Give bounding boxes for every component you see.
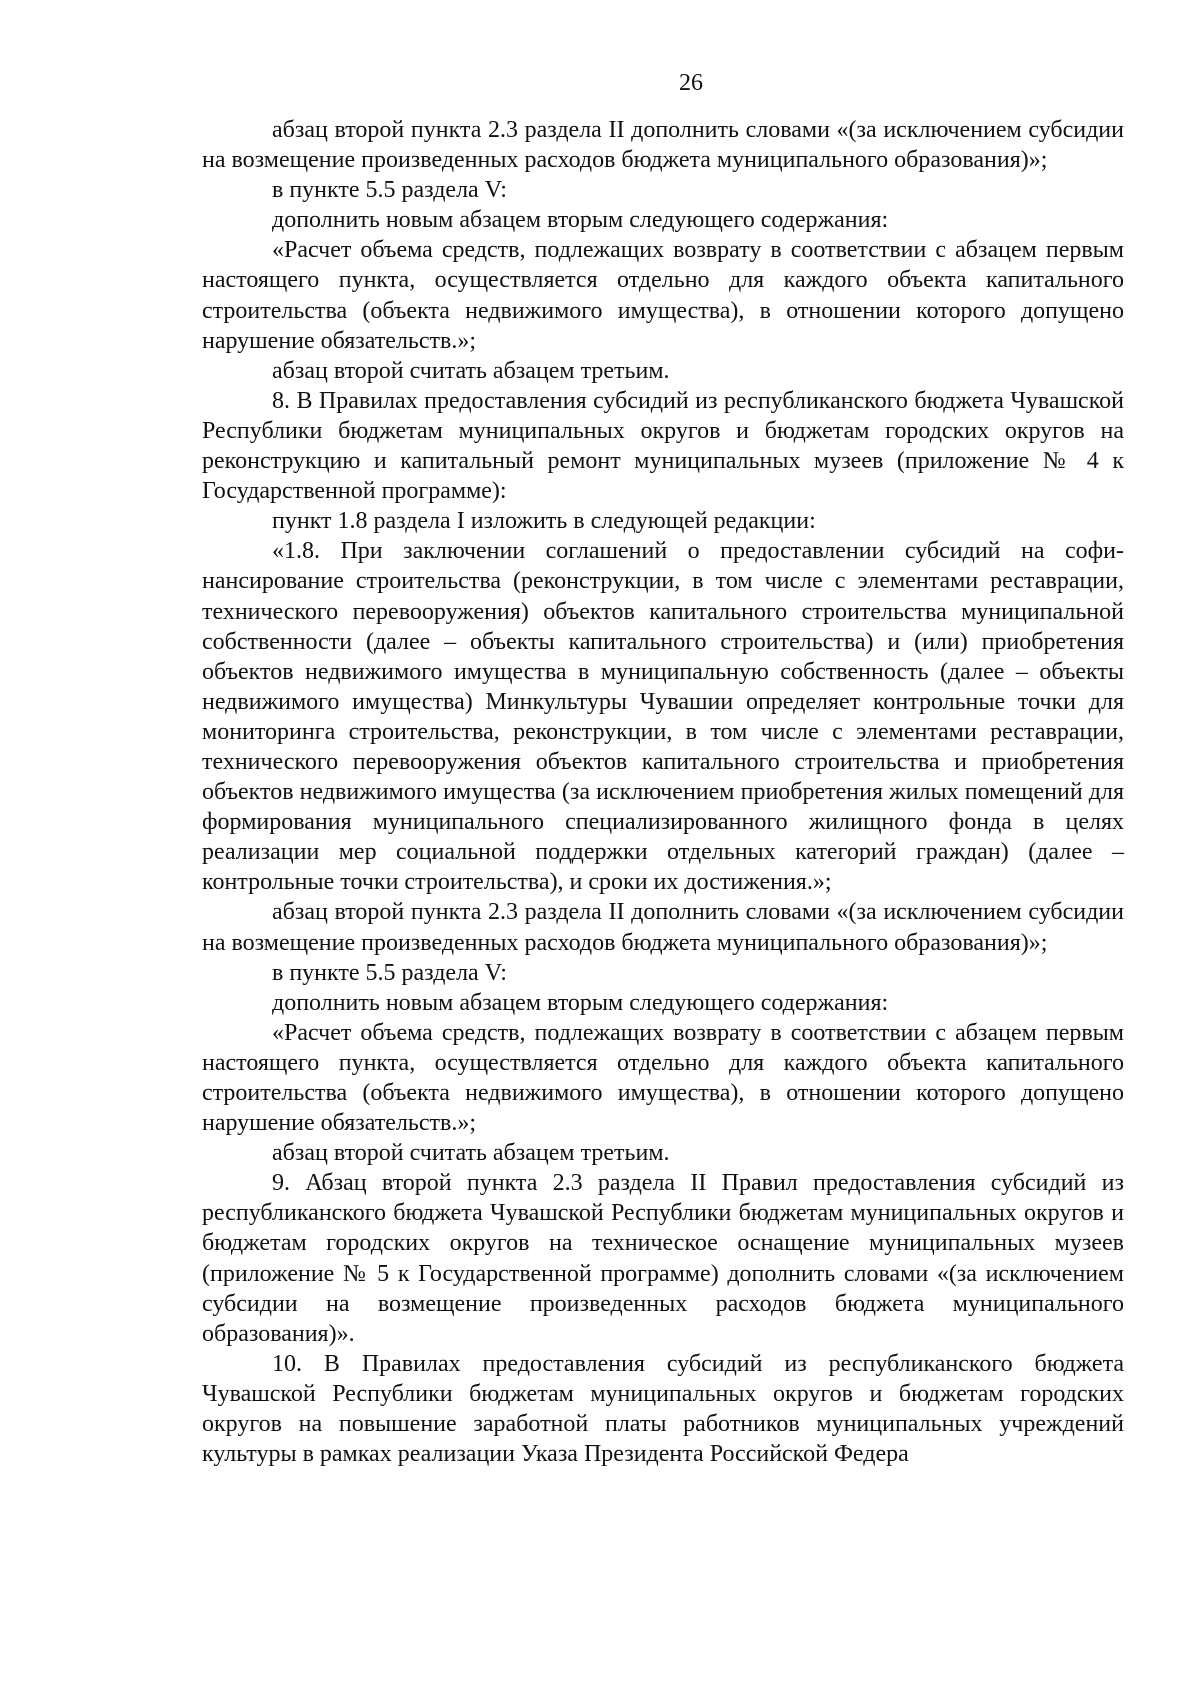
- document-page: [202, 68, 1124, 1469]
- paragraph: пункт 1.8 раздела I изложить в следующей редакции:: [272, 508, 816, 535]
- paragraph: дополнить новым абзацем вторым следующего содержания:: [272, 207, 889, 234]
- paragraph: «1.8. При заключении соглашений о предоставлении субсидий на софинансирование строительства (реконструкции, в том числе с элементами реставрации, технического перевооружения) объектов капитального строительства муниципальной собственности (далее – объекты капитального строительства) и (или) приобретения объектов недвижимого имущества в муниципальную собственность (далее – объекты недвижимого имущества) Минкультуры Чувашии определяет контрольные точки для мониторинга строительства, реконструкции, в том числе с элементами реставрации, технического перевооружения объектов капитального строительства и приобретения объектов недвижимого имущества (за исключением приобретения жилых помещений для формирования муниципального специализированного жилищного фонда в целях реализации мер социальной поддержки отдельных категорий граждан) (далее – контрольные точки строительства), и сроки их достижения.»;: [202, 538, 1124, 896]
- paragraph: 10. В Правилах предоставления субсидий из республиканского бюджета Чувашской Республики бюджетам муниципальных округов и бюджетам городских округов на повышение заработной платы работников муниципальных учреждений культуры в рамках реализации Указа Президента Российской Федера: [202, 1350, 1124, 1468]
- paragraph: 8. В Правилах предоставления субсидий из республиканского бюджета Чувашской Республики бюджетам муниципальных округов и бюджетам городских округов на реконструкцию и капитальный ремонт муниципальных музеев (приложение № 4 к Государственной программе):: [202, 387, 1124, 505]
- paragraph: абзац второй пункта 2.3 раздела II дополнить словами «(за исключением субсидии на возмещение произведенных расходов бюджета муниципального образования)»;: [202, 899, 1124, 956]
- paragraph: в пункте 5.5 раздела V:: [272, 177, 507, 204]
- paragraph: дополнить новым абзацем вторым следующего содержания:: [272, 989, 889, 1016]
- paragraph: «Расчет объема средств, подлежащих возврату в соответствии с абзацем первым настоящего пункта, осуществляется отдельно для каждого объекта капитального строительства (объекта недвижимого имущества), в отношении которого допущено нарушение обязательств.»;: [202, 237, 1124, 354]
- page-number: 26: [679, 70, 703, 96]
- paragraph: «Расчет объема средств, подлежащих возврату в соответствии с абзацем первым настоящего пункта, осуществляется отдельно для каждого объекта капитального строительства (объекта недвижимого имущества), в отношении которого допущено нарушение обязательств.»;: [202, 1019, 1124, 1137]
- paragraph: 9. Абзац второй пункта 2.3 раздела II Правил предоставления субсидий из республиканского бюджета Чувашской Республики бюджетам муниципальных округов и бюджетам городских округов на техническое оснащение муниципальных музеев (приложение № 5 к Государственной программе) дополнить словами «(за исключением субсидии на возмещение произведенных расходов бюджета муниципального образования)».: [202, 1170, 1124, 1347]
- paragraph: абзац второй считать абзацем третьим.: [272, 1140, 670, 1167]
- paragraph: в пункте 5.5 раздела V:: [272, 959, 507, 986]
- paragraph: абзац второй пункта 2.3 раздела II дополнить словами «(за исключением субсидии на возмещение произведенных расходов бюджета муниципального образования)»;: [202, 117, 1124, 174]
- paragraph: абзац второй считать абзацем третьим.: [272, 357, 670, 384]
